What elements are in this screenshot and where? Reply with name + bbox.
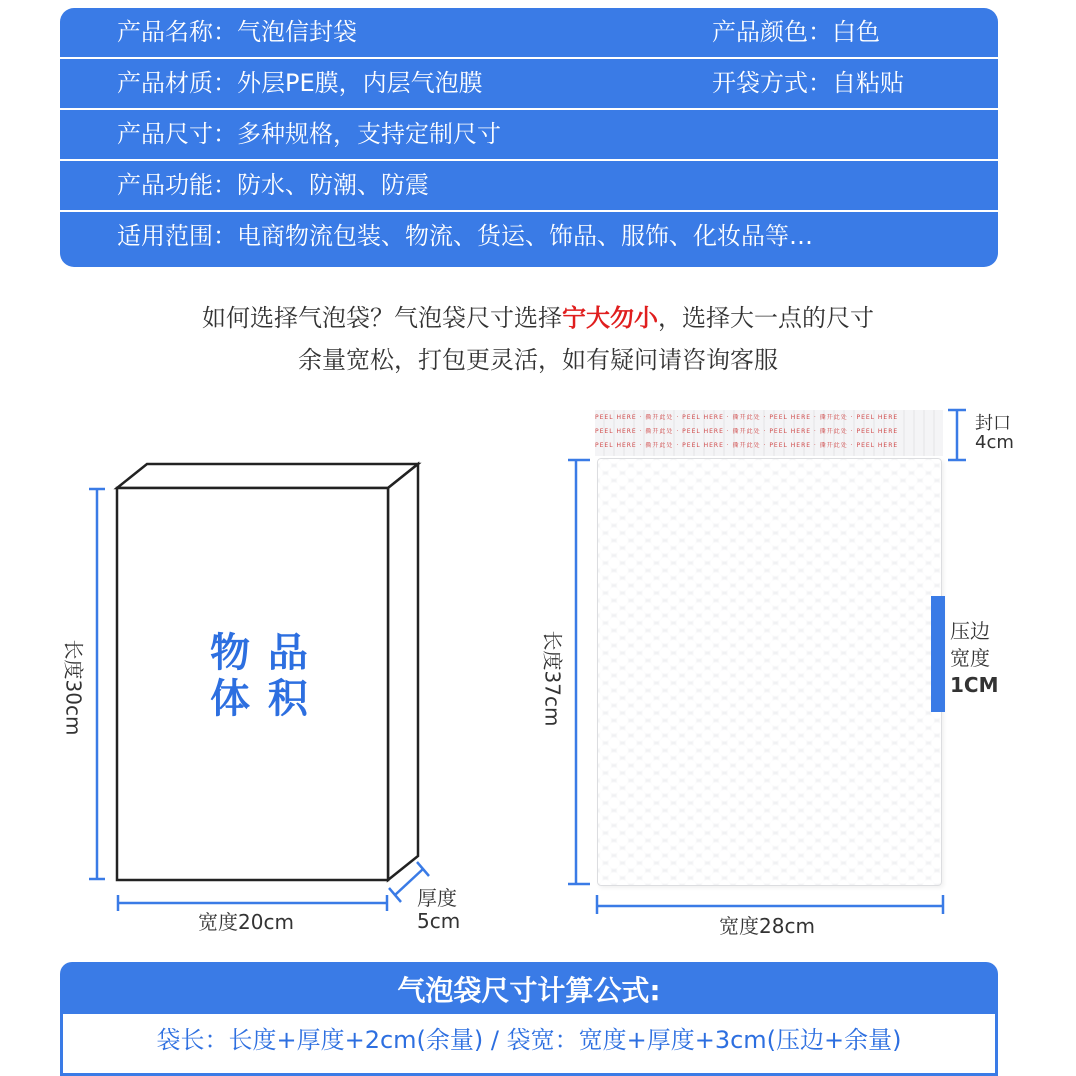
- item-volume-label: [210, 630, 310, 722]
- tip-highlight: 宁大勿小: [562, 304, 658, 332]
- bag-edge-label: [950, 618, 999, 699]
- item-width-label: 宽度20cm: [198, 910, 294, 934]
- spec-material: 产品材质：外层PE膜，内层气泡膜: [117, 69, 483, 97]
- formula-panel: [60, 962, 998, 1076]
- spec-function: 产品功能：防水、防潮、防震: [117, 171, 429, 199]
- edge-seal-marker: [931, 596, 945, 712]
- spec-product-name: 产品名称：气泡信封袋: [117, 18, 357, 46]
- item-thickness-line-2: 5cm: [417, 909, 461, 933]
- bag-seal-line-2: 4cm: [975, 432, 1014, 453]
- tip-line-1-pre: 如何选择气泡袋？气泡袋尺寸选择: [202, 304, 562, 332]
- item-volume-line-1: 物 品: [210, 630, 310, 676]
- sticker-text-3: PEEL HERE · 撕开此处 · PEEL HERE · 撕开此处 · PEEL HERE · 撕开此处 · PEEL HERE: [595, 442, 899, 449]
- item-length-label: 长度30cm: [61, 639, 86, 736]
- tip-line-1-post: ，选择大一点的尺寸: [658, 304, 874, 332]
- spec-usage: 适用范围：电商物流包装、物流、货运、饰品、服饰、化妆品等…: [117, 222, 813, 250]
- spec-size: 产品尺寸：多种规格，支持定制尺寸: [117, 120, 501, 148]
- tip-line-2: 余量宽松，打包更灵活，如有疑问请咨询客服: [298, 346, 778, 374]
- item-volume-line-2: 体 积: [210, 676, 310, 722]
- sticker-text-1: PEEL HERE · 撕开此处 · PEEL HERE · 撕开此处 · PEEL HERE · 撕开此处 · PEEL HERE: [595, 414, 899, 421]
- box-top-face: [117, 464, 418, 488]
- spec-product-color: 产品颜色：白色: [712, 18, 880, 46]
- formula-text: 袋长：长度+厚度+2cm(余量) / 袋宽：宽度+厚度+3cm(压边+余量): [60, 1014, 998, 1076]
- formula-title: 气泡袋尺寸计算公式:: [60, 962, 998, 1014]
- bag-edge-line-3: 1CM: [950, 673, 999, 697]
- bag-edge-line-2: 宽度: [950, 646, 990, 670]
- bag-edge-line-1: 压边: [950, 619, 990, 643]
- spec-opening: 开袋方式：自粘贴: [712, 69, 904, 97]
- bag-seal-strip: [595, 410, 943, 456]
- bag-seal-label: [975, 414, 1014, 452]
- item-thickness-label: [417, 887, 460, 933]
- item-thickness-line-1: 厚度: [417, 886, 457, 910]
- bag-length-label: 长度37cm: [540, 630, 565, 727]
- bag-seal-line-1: 封口: [975, 413, 1011, 434]
- sticker-text-2: PEEL HERE · 撕开此处 · PEEL HERE · 撕开此处 · PEEL HERE · 撕开此处 · PEEL HERE: [595, 428, 899, 435]
- box-side-face: [388, 464, 418, 880]
- bag-width-label: 宽度28cm: [719, 914, 815, 938]
- bubble-bag-image: [597, 458, 942, 886]
